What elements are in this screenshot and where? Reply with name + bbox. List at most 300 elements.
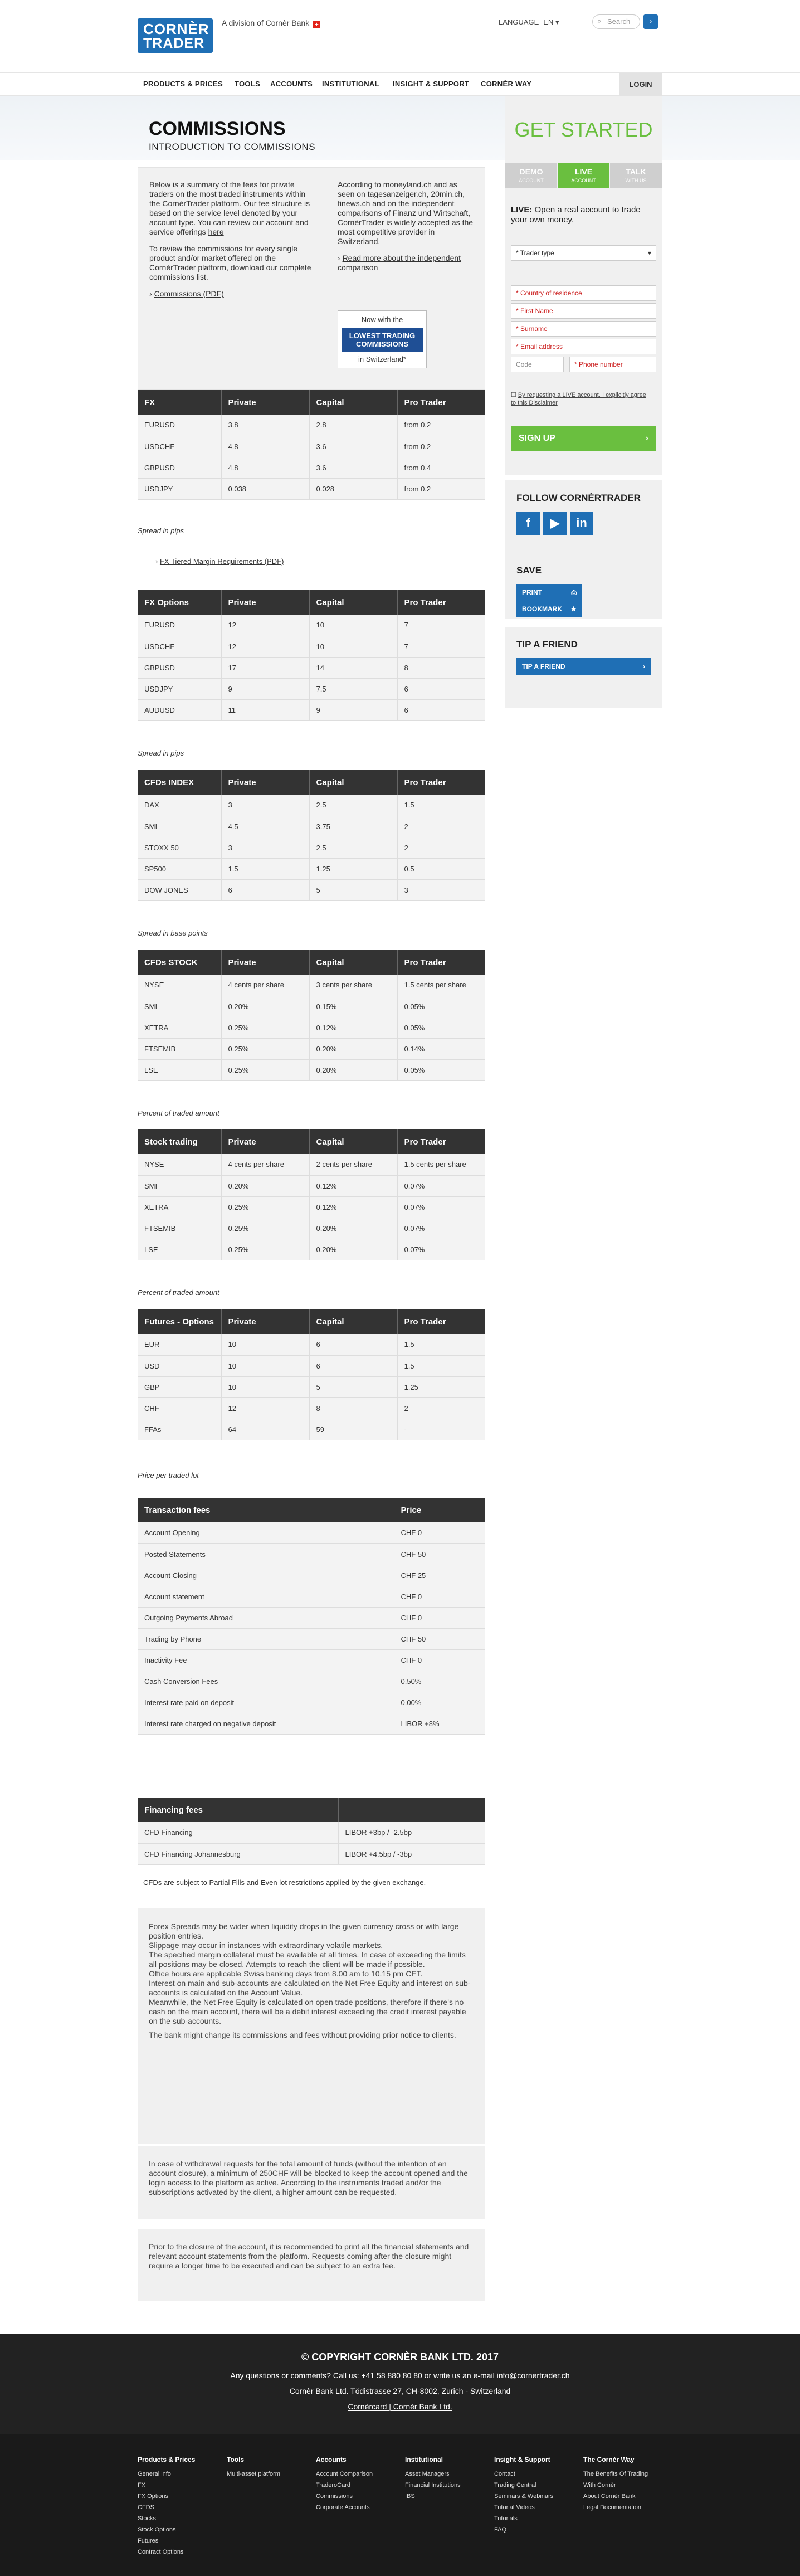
table-cell: 5 (309, 879, 397, 900)
financing-fees-table (138, 1798, 485, 1865)
footer-col-corner-way (583, 2454, 661, 2513)
footer-col-tools (227, 2454, 280, 2480)
table-cell: 0.07% (397, 1218, 485, 1239)
table-cell: 0.25% (221, 1196, 309, 1218)
table-cell: from 0.4 (397, 457, 485, 478)
column-header: Private (221, 950, 309, 975)
search-input[interactable]: ⌕ Search (592, 14, 640, 29)
table-cell: 4.8 (221, 436, 309, 457)
intro-right (338, 180, 476, 280)
fx-note: Spread in pips (138, 527, 184, 535)
table-cell: 8 (309, 1397, 397, 1419)
save-box (505, 557, 662, 619)
tip-title: TIP A FRIEND (516, 639, 578, 650)
table-cell: Interest rate charged on negative deposit (138, 1713, 394, 1734)
nav-corner-way[interactable]: CORNÈR WAY (481, 80, 532, 88)
disclaimer-checkbox[interactable]: ☐ By requesting a LIVE account, I explicitly agree to this Disclaimer (511, 392, 646, 406)
table-cell: Account Closing (138, 1565, 394, 1586)
footer-column-title: Institutional (405, 2456, 443, 2463)
table-cell: 1.5 cents per share (397, 975, 485, 996)
column-header: Pro Trader (397, 390, 485, 415)
sign-up-button[interactable]: SIGN UP › (511, 426, 656, 451)
column-header: Private (221, 1309, 309, 1334)
commissions-pdf-link[interactable]: › Commissions (PDF) (149, 289, 224, 298)
table-row (138, 636, 485, 657)
column-header: Transaction fees (138, 1498, 394, 1522)
disclaimer-box-3: Prior to the closure of the account, it is recommended to print all the financial statements and relevant account statements from the platform. Requests coming after the closure might require a longer time to be executed and can be subject to an extra fee. (138, 2229, 485, 2301)
table-row (138, 415, 485, 436)
comparison-link[interactable]: › Read more about the independent comparison (338, 254, 461, 272)
column-header: Capital (309, 390, 397, 415)
table-cell: NYSE (138, 1154, 221, 1175)
table-cell: CHF 0 (394, 1522, 485, 1543)
footer-link[interactable]: FX (138, 2482, 146, 2489)
table-row (138, 1522, 485, 1543)
table-cell: 2.5 (309, 795, 397, 816)
table-cell: 0.25% (221, 1218, 309, 1239)
table-cell: Posted Statements (138, 1543, 394, 1565)
tip-a-friend-button[interactable]: TIP A FRIEND › (516, 658, 651, 675)
table-cell: Account statement (138, 1586, 394, 1607)
table-cell: 0.20% (221, 996, 309, 1017)
table-header-row (138, 1498, 485, 1522)
table-cell: 3 (221, 837, 309, 858)
table-cell: 10 (309, 615, 397, 636)
chevron-right-icon: › (643, 663, 645, 670)
trader-type-select[interactable]: * Trader type ▾ (511, 245, 656, 261)
footer-col-accounts (316, 2454, 373, 2513)
table-cell: 4.5 (221, 816, 309, 837)
table-cell: 0.20% (221, 1175, 309, 1196)
table-cell: STOXX 50 (138, 837, 221, 858)
table-cell: 59 (309, 1419, 397, 1440)
footer-link[interactable]: Contact (494, 2471, 515, 2477)
table-header-row (138, 1309, 485, 1334)
page-subtitle: INTRODUCTION TO COMMISSIONS (149, 142, 316, 152)
cornertrader-logo[interactable]: CORNÈR TRADER (138, 18, 213, 53)
table-cell: 4 cents per share (221, 975, 309, 996)
fx-margin-pdf-link[interactable]: › FX Tiered Margin Requirements (PDF) (155, 557, 284, 566)
table-cell: EURUSD (138, 615, 221, 636)
table-cell: XETRA (138, 1017, 221, 1038)
column-header: Capital (309, 1309, 397, 1334)
search-button[interactable]: › (643, 14, 658, 29)
table-cell: CHF 50 (394, 1543, 485, 1565)
table-cell: 0.12% (309, 1175, 397, 1196)
table-cell: Cash Conversion Fees (138, 1671, 394, 1692)
table-cell: 1.5 (221, 858, 309, 879)
save-title: SAVE (516, 565, 542, 576)
bookmark-button[interactable]: BOOKMARK ★ (516, 601, 582, 617)
surname-field[interactable]: * Surname (511, 321, 656, 337)
footer-links[interactable]: Cornèrcard | Cornèr Bank Ltd. (348, 2402, 452, 2411)
footer-link[interactable]: FAQ (494, 2526, 507, 2533)
table-cell: 2.8 (309, 415, 397, 436)
column-header: Capital (309, 950, 397, 975)
table-cell: CHF 0 (394, 1607, 485, 1628)
linkedin-icon[interactable]: in (570, 512, 593, 535)
get-started-title: GET STARTED (514, 118, 653, 141)
table-cell: CHF 25 (394, 1565, 485, 1586)
nav-insight-support[interactable]: INSIGHT & SUPPORT (393, 80, 470, 88)
table-cell: 0.20% (309, 1218, 397, 1239)
footer-link[interactable]: Financial Institutions (405, 2482, 461, 2489)
table-row (138, 1038, 485, 1059)
footer-link[interactable]: IBS (405, 2493, 415, 2500)
table-row (138, 1059, 485, 1080)
table-cell: 12 (221, 615, 309, 636)
table-cell: 12 (221, 1397, 309, 1419)
table-cell: 3.6 (309, 457, 397, 478)
disclaimer-list: Forex Spreads may be wider when liquidity drops in the given currency cross or with large position entries. Slippage may occur in instances with extraordinary volatile markets. The specified margin collateral must be available at all times. In case of exceeding the limits all positions may be closed. Attempts to reach the client will be made if possible. Office hours are applicable Swiss banking days from 8.00 am to 10.15 pm CET. Interest on main and sub-accounts are calculated on the Net Free Equity and interest on sub-accounts is calculated on the Account Value. Meanwhile, the Net Free Equity is calculated on open trade positions, therefore if there's no cash on the main account, there will be a debit interest exceeding the credit interest payable on the sub-accounts. The bank might change its commissions and fees without providing prior notice to clients. (149, 1922, 471, 2039)
nav-institutional[interactable]: INSTITUTIONAL (322, 80, 379, 88)
table-cell: 4.8 (221, 457, 309, 478)
table-cell: AUDUSD (138, 699, 221, 720)
table-cell: Interest rate paid on deposit (138, 1692, 394, 1713)
follow-box (505, 480, 662, 557)
footer-link[interactable]: TraderoCard (316, 2482, 350, 2489)
top-bar (0, 0, 800, 72)
table-cell: 0.07% (397, 1196, 485, 1218)
table-cell: 12 (221, 636, 309, 657)
table-row (138, 1671, 485, 1692)
footer-link[interactable]: FX Options (138, 2493, 169, 2500)
nav-tools[interactable]: TOOLS (235, 80, 261, 88)
table-row (138, 1218, 485, 1239)
table-cell: 0.20% (309, 1239, 397, 1260)
copyright: © COPYRIGHT CORNÈR BANK LTD. 2017 (301, 2351, 499, 2363)
table-cell: 0.25% (221, 1017, 309, 1038)
column-header: Pro Trader (397, 770, 485, 795)
table-cell: from 0.2 (397, 478, 485, 499)
table-cell: USDJPY (138, 678, 221, 699)
column-header: Private (221, 590, 309, 615)
table-cell: 0.12% (309, 1017, 397, 1038)
lowest-commissions-badge: Now with the LOWEST TRADING COMMISSIONS in Switzerland* (338, 310, 427, 368)
footer-link[interactable]: Futures (138, 2538, 159, 2544)
table-cell: 3 (397, 879, 485, 900)
table-cell: 17 (221, 657, 309, 678)
table-cell: 0.25% (221, 1239, 309, 1260)
table-header-row (138, 1798, 485, 1822)
table-row (138, 879, 485, 900)
table-row (138, 478, 485, 499)
column-header: Private (221, 770, 309, 795)
table-cell: USD (138, 1355, 221, 1376)
table-cell: 0.20% (309, 1059, 397, 1080)
footer-link[interactable]: Account Comparison (316, 2471, 373, 2477)
disclaimer-box-2: In case of withdrawal requests for the total amount of funds (without the intention of an account closure), a minimum of 250CHF will be blocked to keep the account opened and the login access to the platform as active. According to the instruments traded and/or the subscriptions activated by the client, a higher amount can be requested. (138, 2144, 485, 2219)
table-cell: from 0.2 (397, 436, 485, 457)
table-cell: 1.25 (309, 858, 397, 879)
table-cell: 14 (309, 657, 397, 678)
table-row (138, 1419, 485, 1440)
table-cell: 1.5 (397, 1355, 485, 1376)
table-cell: SMI (138, 996, 221, 1017)
table-cell: USDCHF (138, 436, 221, 457)
table-cell: 9 (309, 699, 397, 720)
intro-paragraph-2: To review the commissions for every single product and/or market offered on the CornèrTrader platform, download our complete commissions list. (149, 244, 311, 281)
footer-link[interactable]: Tutorial Videos (494, 2504, 535, 2511)
table-cell: 5 (309, 1376, 397, 1397)
login-button[interactable]: LOGIN (619, 73, 662, 96)
table-row (138, 1586, 485, 1607)
youtube-icon[interactable]: ▶ (543, 512, 567, 535)
footer-link[interactable]: Contract Options (138, 2549, 184, 2555)
table-cell: SMI (138, 816, 221, 837)
table-row (138, 1692, 485, 1713)
column-header: Futures - Options (138, 1309, 221, 1334)
footer-col-insight (494, 2454, 553, 2535)
swiss-flag-icon: + (313, 21, 320, 28)
table-cell: 1.5 (397, 795, 485, 816)
footer-link[interactable]: Asset Managers (405, 2471, 450, 2477)
footer-link[interactable]: Stocks (138, 2515, 157, 2522)
table-cell: 10 (221, 1376, 309, 1397)
column-header: Price (394, 1498, 485, 1522)
table-cell: CHF (138, 1397, 221, 1419)
fx-table (138, 390, 485, 500)
table-cell: DOW JONES (138, 879, 221, 900)
disclaimer-box-1 (138, 1908, 485, 2144)
table-cell: 7 (397, 636, 485, 657)
table-header-row (138, 1129, 485, 1154)
fx-options-table (138, 590, 485, 721)
table-row (138, 795, 485, 816)
tab-live[interactable]: LIVE ACCOUNT (558, 163, 609, 188)
footer-link[interactable]: Stock Options (138, 2526, 176, 2533)
table-cell: from 0.2 (397, 415, 485, 436)
table-cell: CHF 0 (394, 1649, 485, 1671)
futures-note: Price per traded lot (138, 1471, 199, 1479)
transaction-fees-table (138, 1498, 485, 1735)
table-cell: 64 (221, 1419, 309, 1440)
column-header: Capital (309, 590, 397, 615)
table-row (138, 816, 485, 837)
footer-col-institutional (405, 2454, 461, 2502)
chevron-down-icon: ▾ (555, 18, 559, 26)
table-cell: 0.50% (394, 1671, 485, 1692)
table-cell: 0.20% (309, 1038, 397, 1059)
table-row (138, 657, 485, 678)
table-cell: 3.75 (309, 816, 397, 837)
search-icon: ⌕ (597, 17, 602, 25)
table-cell: 7 (397, 615, 485, 636)
table-row (138, 858, 485, 879)
cfd-stock-table (138, 950, 485, 1081)
table-cell: 2 (397, 816, 485, 837)
hero-background (0, 96, 800, 160)
fx-options-note: Spread in pips (138, 749, 184, 757)
table-header-row (138, 770, 485, 795)
table-row (138, 1355, 485, 1376)
table-cell: XETRA (138, 1196, 221, 1218)
print-icon: ⎙ (571, 588, 577, 596)
chevron-right-icon: › (645, 434, 648, 443)
table-cell: LSE (138, 1239, 221, 1260)
table-cell: 7.5 (309, 678, 397, 699)
table-cell: 0.05% (397, 996, 485, 1017)
language-selector[interactable]: LANGUAGE EN ▾ (499, 18, 559, 26)
intro-box (138, 167, 485, 390)
table-cell: 2.5 (309, 837, 397, 858)
table-row (138, 678, 485, 699)
table-cell: 0.12% (309, 1196, 397, 1218)
column-header: Pro Trader (397, 950, 485, 975)
facebook-icon[interactable]: f (516, 512, 540, 535)
table-cell: 3.8 (221, 415, 309, 436)
table-cell: 0.25% (221, 1038, 309, 1059)
table-row (138, 1713, 485, 1734)
footer-link[interactable]: About Cornèr Bank (583, 2493, 636, 2500)
table-cell: 10 (309, 636, 397, 657)
footer-top (0, 2334, 800, 2434)
table-cell: CHF 50 (394, 1628, 485, 1649)
table-cell: SMI (138, 1175, 221, 1196)
table-cell: 0.05% (397, 1017, 485, 1038)
table-cell: 6 (397, 699, 485, 720)
table-cell: LSE (138, 1059, 221, 1080)
table-cell: 6 (309, 1334, 397, 1355)
live-form (511, 96, 656, 475)
column-header: Capital (309, 1129, 397, 1154)
table-cell: USDCHF (138, 636, 221, 657)
table-cell: Inactivity Fee (138, 1649, 394, 1671)
footer-link[interactable]: Seminars & Webinars (494, 2493, 554, 2500)
table-row (138, 1397, 485, 1419)
table-row (138, 1628, 485, 1649)
intro-left (149, 180, 316, 306)
table-row (138, 1376, 485, 1397)
phone-number-field[interactable]: * Phone number (569, 357, 656, 372)
table-cell: - (397, 1419, 485, 1440)
footer-sitemap (0, 2434, 800, 2576)
table-cell: 11 (221, 699, 309, 720)
chevron-down-icon: ▾ (647, 249, 651, 257)
table-cell: 6 (397, 678, 485, 699)
country-field[interactable]: * Country of residence (511, 285, 656, 301)
bookmark-icon: ★ (570, 605, 577, 613)
table-cell: CFD Financing (138, 1822, 338, 1843)
table-cell: DAX (138, 795, 221, 816)
table-cell: USDJPY (138, 478, 221, 499)
intro-comparison-text: According to moneyland.ch and as seen on tagesanzeiger.ch, 20min.ch, finews.ch and on the independent comparisons of Finanz und Wirtschaft, CornèrTrader is widely accepted as the most competitive provider in Switzerland. (338, 180, 474, 246)
table-cell: FTSEMIB (138, 1038, 221, 1059)
phone-code-field[interactable]: Code (511, 357, 564, 372)
table-header-row (138, 950, 485, 975)
table-cell: LIBOR +8% (394, 1713, 485, 1734)
table-cell: 2 (397, 837, 485, 858)
cfd-index-table (138, 770, 485, 901)
footer-col-products (138, 2454, 195, 2558)
column-header: Private (221, 390, 309, 415)
table-cell: EURUSD (138, 415, 221, 436)
table-cell: 0.15% (309, 996, 397, 1017)
column-header: Pro Trader (397, 1129, 485, 1154)
footer-link[interactable]: Legal Documentation (583, 2504, 641, 2511)
footer-column-title: Accounts (316, 2456, 347, 2463)
table-cell: 6 (309, 1355, 397, 1376)
table-row (138, 837, 485, 858)
table-row (138, 1565, 485, 1586)
table-cell: 4 cents per share (221, 1154, 309, 1175)
footer-link[interactable]: Tutorials (494, 2515, 518, 2522)
nav-products-prices[interactable]: PRODUCTS & PRICES (143, 80, 223, 88)
table-cell: Outgoing Payments Abroad (138, 1607, 394, 1628)
table-cell: Account Opening (138, 1522, 394, 1543)
stock-trading-table (138, 1129, 485, 1260)
table-row (138, 457, 485, 478)
table-cell: 10 (221, 1334, 309, 1355)
table-cell: 9 (221, 678, 309, 699)
print-button[interactable]: PRINT ⎙ (516, 584, 582, 601)
footer-link[interactable]: Corporate Accounts (316, 2504, 370, 2511)
table-cell: 3 cents per share (309, 975, 397, 996)
footer-link[interactable]: The Benefits Of Trading With Cornèr (583, 2471, 648, 2489)
footer-link[interactable]: General info (138, 2471, 171, 2477)
footer-link[interactable]: Trading Central (494, 2482, 536, 2489)
tab-talk[interactable]: TALK WITH US (610, 163, 662, 188)
footer-column-title: Insight & Support (494, 2456, 550, 2463)
table-cell: EUR (138, 1334, 221, 1355)
cfd-index-note: Spread in base points (138, 929, 208, 937)
footer-link[interactable]: Multi-asset platform (227, 2471, 280, 2477)
live-description: LIVE: Open a real account to trade your own money. (511, 205, 641, 225)
table-cell: 8 (397, 657, 485, 678)
table-cell: FFAs (138, 1419, 221, 1440)
stock-trading-note: Percent of traded amount (138, 1288, 219, 1297)
table-row (138, 1543, 485, 1565)
table-cell: GBPUSD (138, 457, 221, 478)
table-cell: Trading by Phone (138, 1628, 394, 1649)
table-cell: 3.6 (309, 436, 397, 457)
footer-column-title: Products & Prices (138, 2456, 196, 2463)
table-row (138, 975, 485, 996)
table-row (138, 1154, 485, 1175)
footer-link[interactable]: CFDS (138, 2504, 154, 2511)
table-row (138, 1334, 485, 1355)
email-field[interactable]: * Email address (511, 339, 656, 354)
footer-link[interactable]: Commissions (316, 2493, 353, 2500)
table-cell: 1.5 (397, 1334, 485, 1355)
table-row (138, 436, 485, 457)
cfd-stock-note: Percent of traded amount (138, 1109, 219, 1117)
table-cell: LIBOR +4.5bp / -3bp (338, 1843, 485, 1864)
table-cell: 2 (397, 1397, 485, 1419)
table-cell: GBPUSD (138, 657, 221, 678)
tab-demo[interactable]: DEMO ACCOUNT (505, 163, 557, 188)
column-header: FX (138, 390, 221, 415)
column-header: Financing fees (138, 1798, 338, 1822)
table-cell: 1.25 (397, 1376, 485, 1397)
footer-column-title: Tools (227, 2456, 245, 2463)
first-name-field[interactable]: * First Name (511, 303, 656, 319)
column-header: CFDs INDEX (138, 770, 221, 795)
table-cell: 6 (221, 879, 309, 900)
table-row (138, 699, 485, 720)
table-cell: 2 cents per share (309, 1154, 397, 1175)
table-row (138, 615, 485, 636)
main-nav (0, 72, 800, 96)
table-cell: GBP (138, 1376, 221, 1397)
tip-box (505, 627, 662, 708)
nav-accounts[interactable]: ACCOUNTS (270, 80, 313, 88)
get-started-panel (505, 96, 662, 475)
column-header: CFDs STOCK (138, 950, 221, 975)
table-cell: 0.14% (397, 1038, 485, 1059)
footer-contact: Any questions or comments? Call us: +41 58 880 80 80 or write us an e-mail info@cornertrader.ch (230, 2371, 570, 2380)
account-offerings-link[interactable]: here (208, 227, 224, 236)
